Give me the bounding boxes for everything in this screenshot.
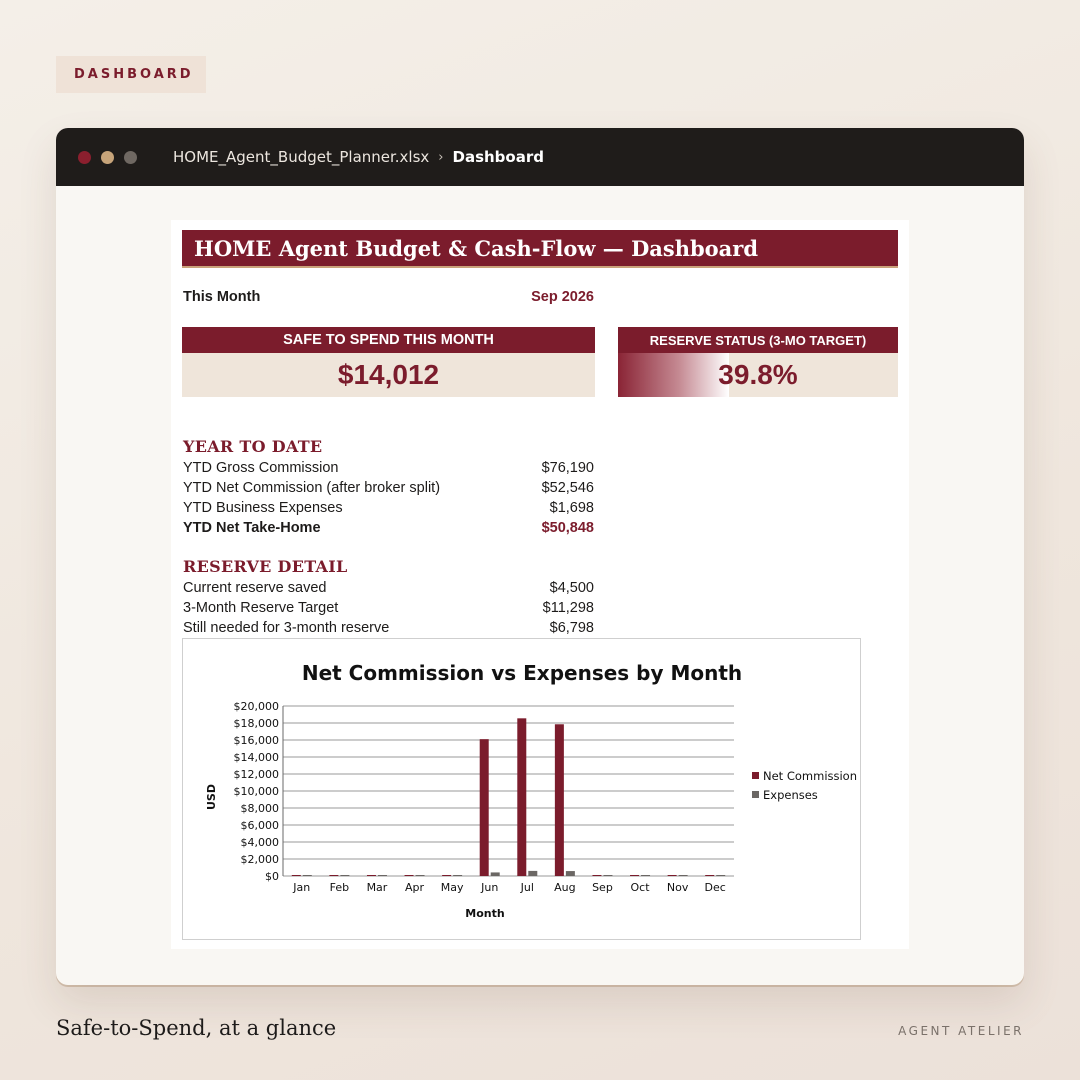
still-needed-value[interactable]: $6,798 bbox=[549, 620, 594, 636]
x-tick-label: Sep bbox=[592, 881, 613, 894]
legend-label: Expenses bbox=[763, 788, 818, 802]
page-caption: Safe-to-Spend, at a glance bbox=[56, 1016, 337, 1040]
ytd-business-expenses-value[interactable]: $1,698 bbox=[549, 500, 594, 516]
x-tick-label: Dec bbox=[704, 881, 726, 894]
reserve-status-value: 39.8% bbox=[718, 359, 798, 390]
y-tick-label: $2,000 bbox=[240, 853, 279, 866]
breadcrumb-separator: › bbox=[438, 149, 444, 165]
bar-net-commission-may[interactable] bbox=[442, 875, 451, 876]
page-tag: DASHBOARD bbox=[56, 56, 206, 93]
chart-canvas bbox=[183, 639, 862, 941]
safe-to-spend-card bbox=[182, 353, 595, 397]
ytd-net-commission-value[interactable]: $52,546 bbox=[541, 480, 594, 496]
bar-net-commission-feb[interactable] bbox=[329, 875, 338, 876]
chart-legend bbox=[752, 769, 857, 802]
bar-expenses-apr[interactable] bbox=[416, 875, 425, 876]
minimize-window-button[interactable] bbox=[101, 151, 114, 164]
safe-to-spend-header: SAFE TO SPEND THIS MONTH bbox=[182, 327, 595, 353]
bar-net-commission-oct[interactable] bbox=[630, 875, 639, 876]
ytd-net-take-home-label: YTD Net Take-Home bbox=[183, 520, 321, 536]
y-tick-label: $16,000 bbox=[233, 734, 279, 747]
dashboard-sheet bbox=[171, 220, 909, 949]
dashboard-banner-title: HOME Agent Budget & Cash-Flow — Dashboard bbox=[182, 230, 898, 268]
ytd-business-expenses-label: YTD Business Expenses bbox=[183, 500, 343, 516]
still-needed-label: Still needed for 3-month reserve bbox=[183, 620, 390, 636]
y-tick-label: $18,000 bbox=[233, 717, 279, 730]
bar-expenses-feb[interactable] bbox=[340, 875, 349, 876]
bar-expenses-mar[interactable] bbox=[378, 875, 387, 876]
bar-expenses-jan[interactable] bbox=[303, 875, 312, 876]
ytd-gross-commission-label: YTD Gross Commission bbox=[183, 460, 339, 476]
bar-expenses-oct[interactable] bbox=[641, 875, 650, 876]
bar-net-commission-aug[interactable] bbox=[555, 724, 564, 876]
x-tick-label: Mar bbox=[366, 881, 388, 894]
breadcrumb-file[interactable]: HOME_Agent_Budget_Planner.xlsx bbox=[173, 148, 430, 166]
bar-expenses-aug[interactable] bbox=[566, 871, 575, 876]
bar-net-commission-sep[interactable] bbox=[592, 875, 601, 876]
bar-expenses-may[interactable] bbox=[453, 875, 462, 876]
current-reserve-label: Current reserve saved bbox=[183, 580, 327, 596]
ytd-section-title: YEAR TO DATE bbox=[183, 437, 323, 456]
reserve-progress-bar bbox=[618, 353, 729, 397]
y-tick-label: $20,000 bbox=[233, 700, 279, 713]
bar-expenses-jun[interactable] bbox=[491, 872, 500, 876]
y-tick-label: $10,000 bbox=[233, 785, 279, 798]
x-tick-label: Jun bbox=[481, 881, 499, 894]
bar-expenses-nov[interactable] bbox=[679, 875, 688, 876]
legend-label: Net Commission bbox=[763, 769, 858, 783]
close-window-button[interactable] bbox=[78, 151, 91, 164]
chart-xlabel: Month bbox=[465, 907, 505, 920]
safe-to-spend-value: $14,012 bbox=[337, 359, 440, 390]
maximize-window-button[interactable] bbox=[124, 151, 137, 164]
legend-swatch bbox=[752, 772, 759, 779]
x-tick-label: Nov bbox=[666, 881, 689, 894]
current-reserve-value[interactable]: $4,500 bbox=[549, 580, 594, 596]
spreadsheet-window bbox=[56, 128, 1024, 985]
chart-title: Net Commission vs Expenses by Month bbox=[301, 661, 743, 685]
x-tick-label: Apr bbox=[405, 881, 425, 894]
reserve-status-card bbox=[618, 353, 898, 397]
legend-swatch bbox=[752, 791, 759, 798]
y-tick-label: $14,000 bbox=[233, 751, 279, 764]
breadcrumb bbox=[173, 148, 544, 166]
bar-expenses-jul[interactable] bbox=[528, 871, 537, 876]
this-month-label: This Month bbox=[183, 289, 261, 305]
x-tick-label: May bbox=[440, 881, 464, 894]
window-titlebar bbox=[56, 128, 1024, 186]
bar-net-commission-jan[interactable] bbox=[292, 875, 301, 876]
reserve-status-header: RESERVE STATUS (3-MO TARGET) bbox=[618, 327, 898, 353]
reserve-target-label: 3-Month Reserve Target bbox=[183, 600, 339, 616]
y-tick-label: $0 bbox=[265, 870, 279, 883]
x-tick-label: Aug bbox=[554, 881, 576, 894]
y-tick-label: $6,000 bbox=[240, 819, 279, 832]
bar-net-commission-dec[interactable] bbox=[705, 875, 714, 876]
y-tick-label: $12,000 bbox=[233, 768, 279, 781]
y-tick-label: $4,000 bbox=[240, 836, 279, 849]
this-month-value[interactable]: Sep 2026 bbox=[531, 289, 594, 305]
bar-net-commission-apr[interactable] bbox=[405, 875, 414, 876]
bar-expenses-sep[interactable] bbox=[603, 875, 612, 876]
reserve-target-value[interactable]: $11,298 bbox=[542, 600, 594, 616]
brand-name: AGENT ATELIER bbox=[898, 1024, 1024, 1038]
breadcrumb-current-sheet[interactable]: Dashboard bbox=[452, 148, 544, 166]
x-tick-label: Feb bbox=[329, 881, 350, 894]
bar-net-commission-nov[interactable] bbox=[668, 875, 677, 876]
bar-net-commission-jul[interactable] bbox=[517, 718, 526, 876]
ytd-gross-commission-value[interactable]: $76,190 bbox=[541, 460, 594, 476]
bar-net-commission-jun[interactable] bbox=[480, 739, 489, 876]
ytd-net-take-home-value[interactable]: $50,848 bbox=[541, 520, 594, 536]
chart-ylabel: USD bbox=[205, 784, 218, 810]
reserve-detail-section-title: RESERVE DETAIL bbox=[183, 557, 348, 576]
bar-expenses-dec[interactable] bbox=[716, 875, 725, 876]
commission-expenses-chart[interactable] bbox=[182, 638, 861, 940]
x-tick-label: Jul bbox=[520, 881, 534, 894]
ytd-net-commission-label: YTD Net Commission (after broker split) bbox=[183, 480, 441, 496]
x-tick-label: Jan bbox=[293, 881, 311, 894]
y-tick-label: $8,000 bbox=[240, 802, 279, 815]
x-tick-label: Oct bbox=[630, 881, 650, 894]
bar-net-commission-mar[interactable] bbox=[367, 875, 376, 876]
